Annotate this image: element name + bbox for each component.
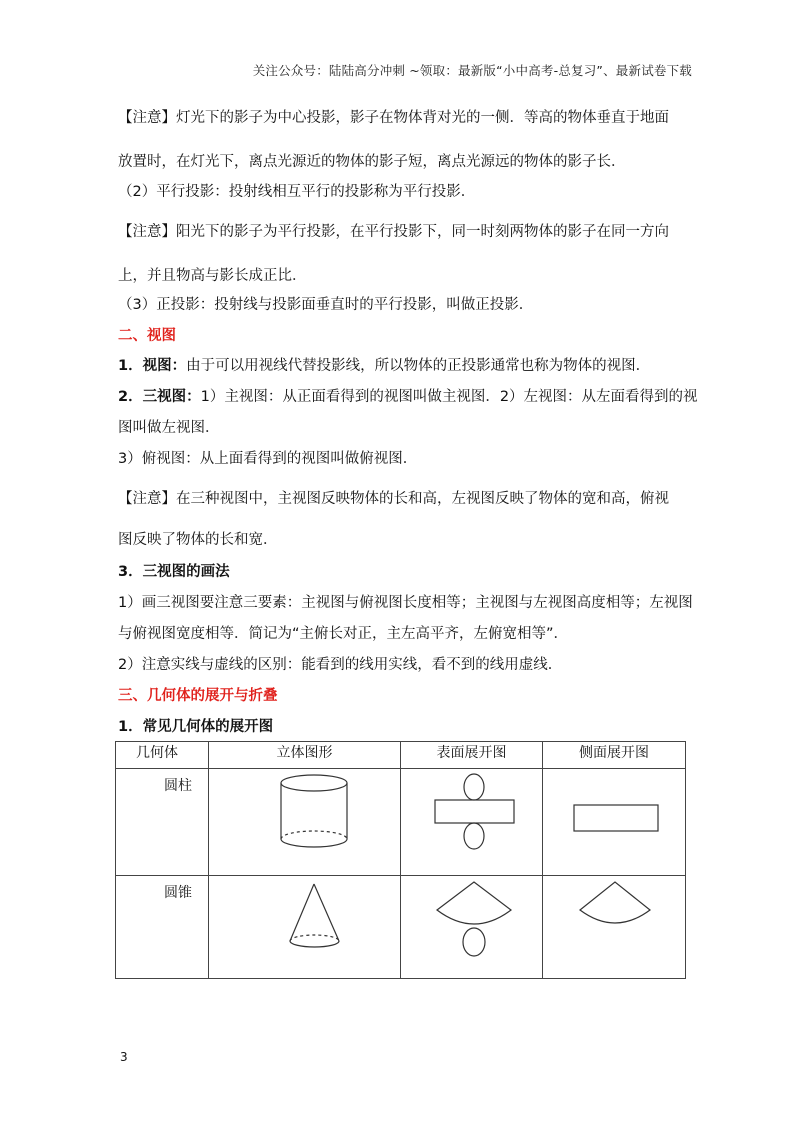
header-cell: 立体图形 <box>209 742 401 769</box>
solid-name: 圆柱 <box>116 769 209 876</box>
top-view: 3）俯视图：从上面看得到的视图叫做俯视图． <box>118 451 418 467</box>
table-title: 1．常见几何体的展开图 <box>118 719 274 735</box>
note-tag: 【注意】 <box>118 491 176 507</box>
cone-lateral-cell <box>543 876 686 979</box>
cone-figure <box>209 876 400 972</box>
cylinder-net-figure <box>401 769 542 869</box>
cone-net-figure <box>401 876 542 972</box>
drawing-rule-2: 2）注意实线与虚线的区别：能看到的线用实线，看不到的线用虚线． <box>118 657 563 673</box>
note-text: 在三种视图中，主视图反映物体的长和高，左视图反映了物体的宽和高，俯视 <box>176 491 669 507</box>
note-3-line-2: 图反映了物体的长和宽． <box>118 532 278 548</box>
drawing-method-title: 3．三视图的画法 <box>118 564 230 580</box>
section-views-heading: 二、视图 <box>118 328 176 344</box>
label: 1．视图： <box>118 358 187 374</box>
label: 2．三视图： <box>118 389 201 405</box>
cone-net-cell <box>401 876 543 979</box>
note-3-line-1 <box>118 489 669 509</box>
header-cell: 几何体 <box>116 742 209 769</box>
drawing-rule-1: 1）画三视图要注意三要素：主视图与俯视图长度相等；主视图与左视图高度相等；左视图 <box>118 595 693 611</box>
table-row <box>116 876 686 979</box>
orthographic-projection: （3）正投影：投射线与投影面垂直时的平行投影，叫做正投影． <box>118 297 534 313</box>
table-row <box>116 769 686 876</box>
cone-solid-cell <box>209 876 401 979</box>
text: 由于可以用视线代替投影线，所以物体的正投影通常也称为物体的视图． <box>186 358 651 374</box>
cone-lateral-figure <box>543 876 685 972</box>
cylinder-lateral-figure <box>543 769 685 869</box>
note-1-line-2: 放置时，在灯光下，离点光源近的物体的影子短，离点光源远的物体的影子长． <box>118 154 626 170</box>
section-nets-heading: 三、几何体的展开与折叠 <box>118 688 278 704</box>
cylinder-lateral-cell <box>543 769 686 876</box>
three-views-line-2: 图叫做左视图． <box>118 420 220 436</box>
cylinder-net-cell <box>401 769 543 876</box>
page-header: 关注公众号：陆陆高分冲刺 ~领取：最新版“小中高考-总复习”、最新试卷下载 <box>252 63 692 78</box>
text: 1）主视图：从正面看得到的视图叫做主视图．2）左视图：从左面看得到的视 <box>200 389 698 405</box>
page-number: 3 <box>120 1050 128 1064</box>
header-cell: 侧面展开图 <box>543 742 686 769</box>
note-text: 灯光下的影子为中心投影，影子在物体背对光的一侧．等高的物体垂直于地面 <box>176 110 669 126</box>
three-views-line-1 <box>118 387 698 407</box>
header-cell: 表面展开图 <box>401 742 543 769</box>
cylinder-solid-cell <box>209 769 401 876</box>
drawing-rule-1b: 与俯视图宽度相等．简记为“主俯长对正，主左高平齐，左俯宽相等”． <box>118 626 569 642</box>
solid-name: 圆锥 <box>116 876 209 979</box>
cylinder-figure <box>209 769 400 869</box>
note-2-line-1 <box>118 222 669 242</box>
note-2-line-2: 上，并且物高与影长成正比． <box>118 268 307 284</box>
note-1-line-1 <box>118 108 669 128</box>
table-header-row <box>116 742 686 769</box>
note-tag: 【注意】 <box>118 224 176 240</box>
parallel-projection: （2）平行投影：投射线相互平行的投影称为平行投影． <box>118 184 476 200</box>
note-text: 阳光下的影子为平行投影，在平行投影下，同一时刻两物体的影子在同一方向 <box>176 224 669 240</box>
view-definition <box>118 356 650 376</box>
note-tag: 【注意】 <box>118 110 176 126</box>
nets-table <box>115 741 686 979</box>
